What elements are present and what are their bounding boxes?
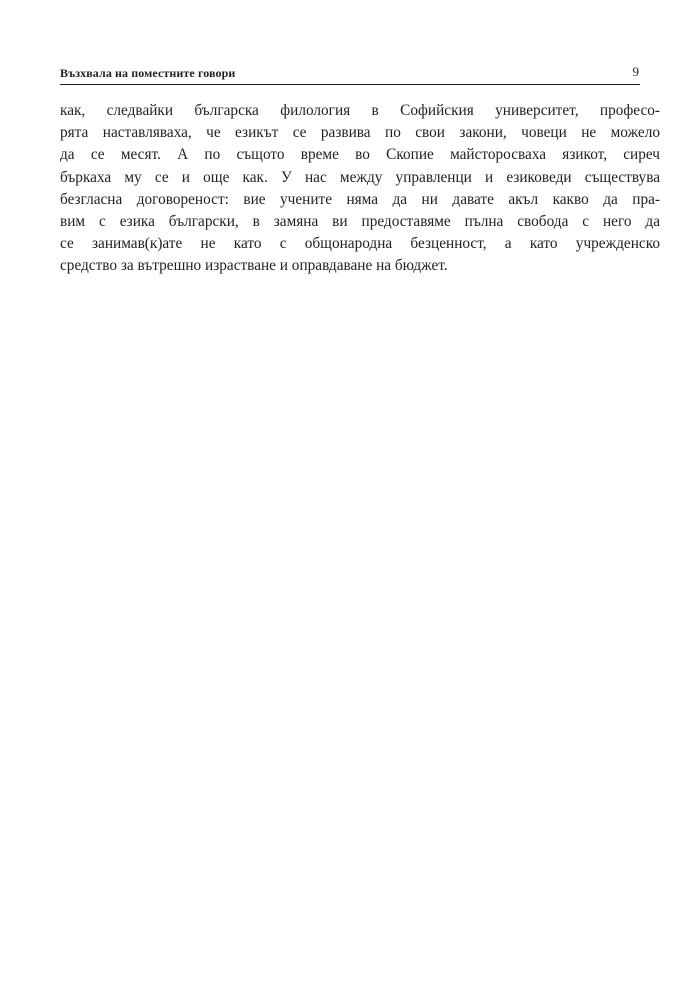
text-line: вим с езика български, в замяна ви предоставяме пълна свобода с него да [60, 213, 660, 231]
text-line: се занимав(к)ате не като с общонародна безценност, а като учрежденско [60, 235, 660, 253]
text-line: безгласна договореност: вие учените няма да ни давате акъл какво да пра- [60, 190, 660, 208]
page-number: 9 [632, 64, 639, 79]
text-line: бъркаха му се и още как. У нас между управленци и езиковеди съществува [60, 168, 660, 186]
running-title: Възхвала на поместните говори [60, 66, 236, 80]
text-line: рята наставляваха, че езикът се развива по свои закони, човеци не можело [60, 124, 660, 142]
running-header [60, 62, 640, 85]
text-line: как, следвайки българска филология в Софийския университет, професо- [60, 102, 660, 119]
text-line: средство за вътрешно израстване и оправдаване на бюджет. [60, 257, 448, 275]
text-line: да се месят. А по същото време во Скопие майсторосваха язикот, сиреч [60, 146, 660, 164]
body-paragraph [60, 100, 660, 278]
